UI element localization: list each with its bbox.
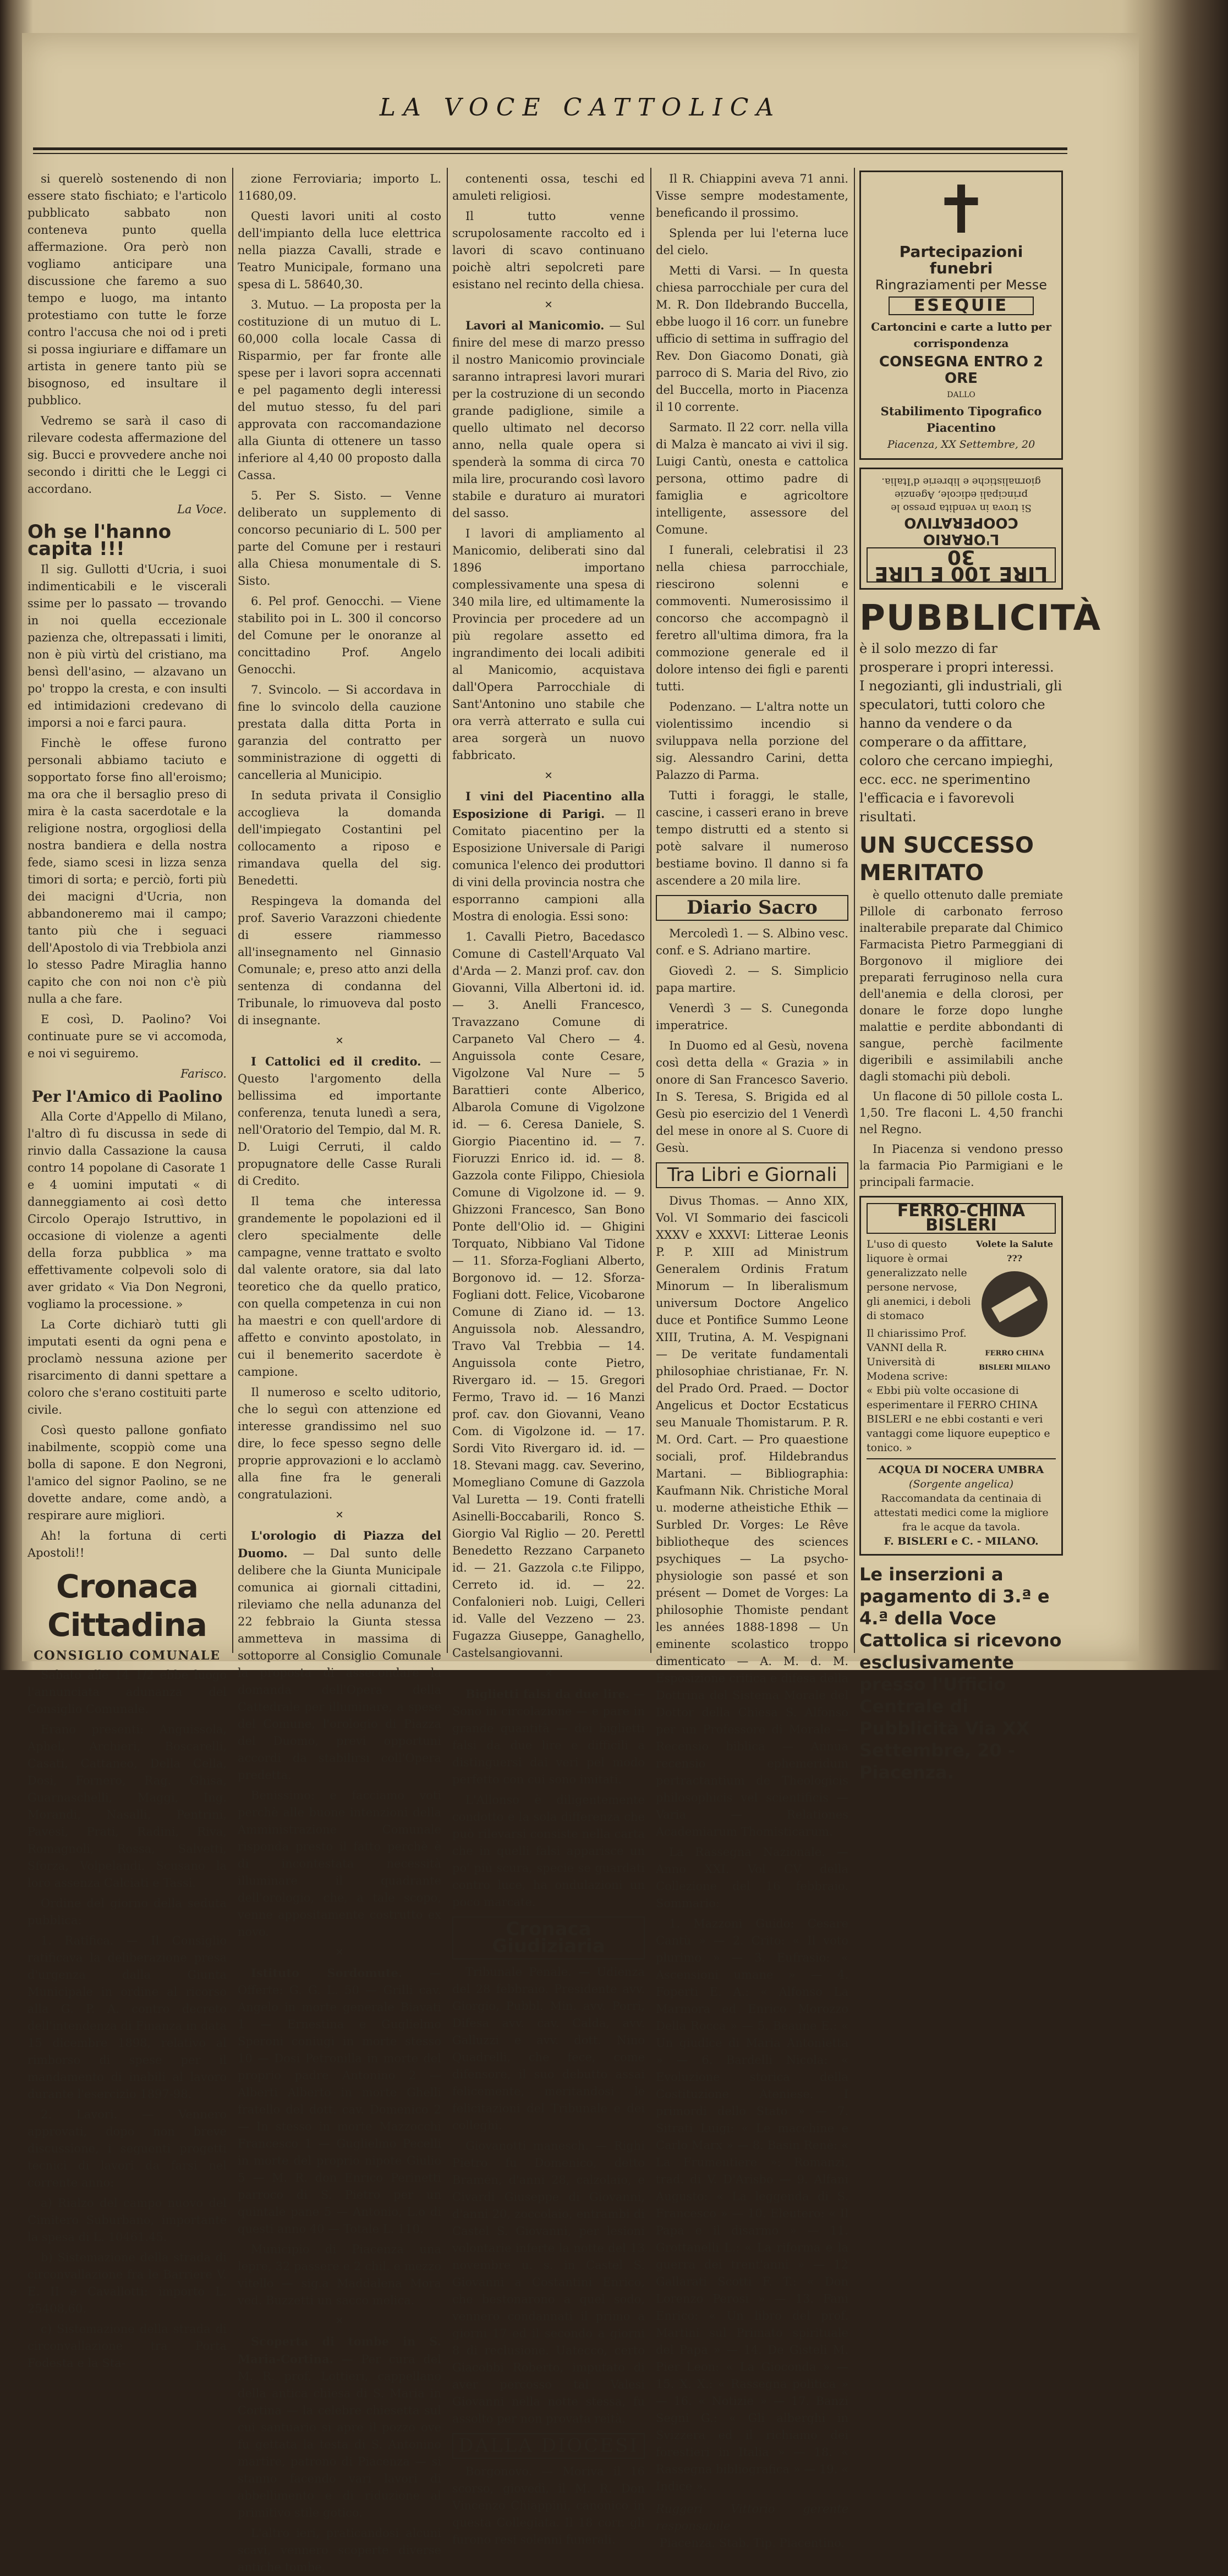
ad-text: In Piacenza si vendono presso la farmacia Pio Parmigiani e le principali farmacie. [859, 1143, 1063, 1189]
article-text: contenenti ossa, teschi ed amuleti religiosi. [452, 172, 645, 202]
article-text: Podenzano. — L'altra notte un violentissimo incendio si sviluppava nella porzione del sig. Alessandro Carini, detta Palazzo di Parma. [656, 700, 848, 782]
ad-text: (Sorgente angelica) [908, 1478, 1014, 1490]
article-heading: Biglietti falsi da due lire. [465, 1687, 629, 1701]
article-text: Il sig. Gullotti d'Ucria, i suoi indimenticabili e le viscerali ssime per lo passato — trovando in noi quella eccezionale pazienza che, oltrepassati i limiti, non è più virtù del cristiano, ma bensì dell'asino, — alzavano un po' troppo la cresta, e con insulti ed intimidazioni credevano di imporsi a noi e farci paura. [28, 563, 227, 729]
article-heading: I vini del Piacentino alla Esposizione di Parigi. [452, 789, 645, 821]
ad-pubblicita [859, 597, 1102, 826]
article-text: Il numeroso e scelto uditorio, che lo seguì con attenzione ed interesse grandissimo nel suo dire, lo fece spesso segno delle proprie approvazioni e lo acclamò alla fine fra le generali congratulazioni. [238, 1386, 441, 1501]
article-text: Respingeva la domanda del prof. Saverio Varazzoni chiedente di essere riammesso all'insegnamento nel Ginnasio Comunale; e, preso atto anzi della sentenza di condanna del Tribunale, lo rimuoveva dal posto di insegnante. [238, 894, 441, 1027]
cross-icon: ✝ [933, 172, 989, 249]
ad-funeral [859, 171, 1063, 460]
article-text: 1. Ratifica. — Il Consiglio ratificava la deliberazione presa d'urgenza dalla Giunta Municipale in ordine al ricorso alla G. P. A. contro decreto dell'intendenza di Finanza in data 15 dicembre 1898, relativo al rimborso di spese per il mandamento di inabili al lavoro durante l'esercizio 1897-98. [28, 1934, 227, 2101]
article-text: 1. Mazzoni Guido: Cesare Cantù » — 2. Crito: « Il voto plurimo » — 3. Eufrasio: « Ascensioni umane » — 4. Foperti E. A.: « Alfonso La Marmora ed Enrico Morozzo Della Rocca » — 5. Beaune E.: « Un giudice di Maria Antonietta » — 6. Bardelli Nicola: « Evoluzione storica della Costituzione Ateniese. I primordi dello Stato » — 7. Sitrati Luigi: « Le macchine e Carlo Marx » — 8. Basin Renè: « La Frumentiere »: Romanzi, trad. di V. D'Arisbo — 9. Alfani Augusto: « La leggenda di S. Francesco » — 10. Eleutero: « Il Papa e il disarmo » — 11. Grottanelli L.: « La riforma e la guerra dei trent'anni » — 12 Gallarati Scotti F. T.: « Don Lorenzo Perosi » — 13. Fani Enrico: « Un libro del prof. Martini sul Primato spirituale del Papa » — 14. De Gisteli M. Pier Leon: « La Gioconda » — 15. X. X.: « Rassegna politica » — 16. « Notizie » — 17. Banzi Segni G.: « Gli alberghi in Svizzera ed il richiamo dei forestieri in Italia » — 18. « Rassegna bibliografica » — 19. « Indice ». [656, 1917, 848, 2493]
section-heading: Cronaca Giudiziaria [452, 1916, 645, 1959]
article-text: — Questo l'argomento della bellissima ed importante conferenza, tenuta lunedì a sera, nell'Oratorio del Tempio, dal M. R. D. Luigi Cerruti, il caldo propugnatore delle Casse Rurali di Credito. [238, 1055, 441, 1188]
article-text: La Rassegna Nazionale. — Anno XXI. Vol CV della Collezione del 16 febbraio. Sommario: [656, 1846, 848, 1910]
article-text: 7. Svincolo. — Si accordava in fine lo svincolo della cauzione prestata dalla ditta Porta in garanzia del contratto per somministrazione di oggetti di cancelleria al Municipio. [238, 683, 441, 782]
article-text: — Dal sunto delle delibere che la Giunta Municipale comunica ai giornali cittadini, rileviamo che nella adunanza del 22 febbraio la Giunta stessa ammetteva in massima di sottoporre al Consiglio Comunale la proposta di assecondare la domanda dell'Opera della Cattedrale per illuminare, a spese del Comune, l'orologio di Piazza del Duomo, previ opportuni accordi da stabilirsi coll'Opera predetta. [238, 1547, 441, 1782]
ad-heading: UN SUCCESSO MERITATO [859, 833, 1034, 886]
article-text: Sabato alle 14 1/2 ebbe luogo l'annunciata adunanza del Consiglio Comunale. [28, 1668, 227, 1716]
article-text: In Duomo ed al Gesù, novena così detta della « Grazia » in onore di San Francesco Saverio. In S. Teresa, S. Brigida ed al Gesù pio esercizio del 1 Venerdì del mese in onore al S. Cuore di Gesù. [656, 1039, 848, 1155]
ad-text: Volete la Salute ??? [975, 1239, 1054, 1264]
separator-mark: ✕ [335, 2315, 344, 2327]
article-text: La Corte dichiarò tutti gli imputati esenti da ogni pena e proclamò nessuna azione per risarcimento di danni spettare a coloro che s'erano costituiti parte civile. [28, 1318, 227, 1416]
article-text: 2. Lavori. — Vennero approvati, dopo non breve discussione, i seguenti progetti tecnici di lavori da farsi nel corrente anno: [28, 2108, 227, 2189]
article-text: b) Sistemazione della strada di circonvallazione fra le Barriere V. E. II e Cavallotti: importo L. 25408,60. [28, 2251, 227, 2315]
column-separator [232, 168, 233, 1653]
ad-text: Cartoncini e carte a lutto per corrispondenza [871, 320, 1051, 350]
column-1 [28, 171, 227, 2370]
article-heading: Per l'Amico di Paolino [31, 1087, 223, 1106]
section-heading: DALLA DIOCESI [452, 2433, 645, 2459]
article-heading: Lavori al Manicomio. [465, 318, 605, 332]
article-text: Benissimo: e facciamo voti perchè alle buone intenzioni della Amministrazione Comunale risponda presto il fatto perchè è di incontestata necessità illuminare il quadrante dell'orologio, che, a tale scopo, venne appositamente costrutto ex novo. [238, 1789, 441, 1938]
ad-heading: PUBBLICITÀ [859, 598, 1102, 639]
separator-mark: ✕ [544, 299, 553, 311]
article-text: E così, D. Paolino? Voi continuate pure se vi accomoda, e noi vi seguiremo. [28, 1013, 227, 1060]
article-text: 3. Mutuo. — La proposta per la costituzione di un mutuo di L. 60,000 colla locale Cassa di Risparmio, per far fronte alle spese per i lavori sopra accennati e pel pagamento degli interessi del mutuo stesso, fu del pari approvata con raccomandazione alla Giunta di ottenere un tasso inferiore al 4,40 00 proposto dalla Cassa. [238, 298, 441, 482]
article-text: Ah! la fortuna di certi Apostoli!! [28, 1529, 227, 1559]
ad-pillole [859, 832, 1063, 1190]
article-text: Splenda per lui l'eterna luce del cielo. [656, 227, 848, 257]
article-text: I funerali, celebratisi il 23 nella chiesa parrocchiale, riescirono solenni e commoventi. Numerosissimo il concorso che accompagnò il feretro all'ultima dimora, fra la commozione generale ed il dolore intenso dei figli e parenti tutti. [656, 543, 848, 693]
separator-mark: ✕ [335, 1035, 344, 1047]
ad-text: LIRE 100 E LIRE 30 [867, 547, 1056, 583]
section-heading: Diario Sacro [656, 895, 848, 921]
article-heading: Oh se l'hanno capita !!! [28, 521, 172, 560]
bottle-illustration-icon [976, 1266, 1053, 1343]
masthead [22, 94, 1139, 127]
article-text: L'Allonso è diligentemente condotto e la sola differenza che può rilevarsi consiste nella carta che in quelli falsi apparisce un po' più scura, specie se guardati contro luce, ha ondulazioni un poco marcate. [452, 1793, 645, 1909]
article-text: Ordine del giorno della seduta pubblica: [28, 1897, 227, 1927]
printer-line: Piacenza. Stab. Tip. Piacentino. [659, 2536, 845, 2550]
separator-mark: ✕ [335, 1947, 344, 1958]
section-heading: Cronaca Cittadina [47, 1568, 207, 1644]
article-text: — Il Comitato piacentino per la Esposizione Universale di Parigi comunica l'elenco dei produttori di vini della provincia nostra che esporranno campioni alla Mostra di enologia. Essi sono: [452, 808, 645, 923]
article-heading: I Cattolici ed il credito. [251, 1054, 421, 1068]
ad-text: Ringraziamenti per Messe [875, 277, 1048, 293]
article-text: Così questo pallone gonfiato inabilmente, scoppiò come una bolla di sapone. E don Negroni, l'amico del signor Paolino, se ne dovette andare, come andò, a respirare aure migliori. [28, 1424, 227, 1522]
separator-mark: ✕ [544, 770, 553, 782]
ad-text: « Ebbi più volte occasione di esperimentare il FERRO CHINA BISLERI e ne ebbi costanti e veri vantaggi come liquore eupeptico e tonico. » [867, 1385, 1050, 1454]
article-text: zione Ferroviaria; importo L. 11680,09. [238, 172, 441, 202]
manager-signature: Ruggeri Vittorio gerente responsabile [656, 2502, 848, 2533]
ad-text: è quello ottenuto dalle premiate Pillole di carbonato ferroso inalterabile preparate dal Chimico Farmacista Pietro Parmeggiani di Borgonovo il migliore dei preparati ferruginoso nella cura dell'anemia e della clorosi, per donare le forze dopo lunghe malattie e perdite abbondanti di sangue, perchè facilmente digeribili e assimilabili anche dagli stomachi più deboli. [859, 888, 1063, 1083]
ad-heading: FERRO-CHINA BISLERI [867, 1203, 1056, 1234]
ad-text: Piacenza, XX Settembre, 20 [887, 438, 1035, 451]
ad-text: DALLO [947, 391, 975, 399]
ad-text: Partecipazioni funebri [899, 243, 1023, 277]
article-signature: Farisco. [180, 1067, 227, 1080]
article-text: Sarmato. Il 22 corr. nella villa di Malza è mancato ai vivi il sig. Luigi Cantù, onesta e cattolica persona, ottimo padre di famiglia e agricoltore intelligente, assessore del Comune. [656, 421, 848, 536]
ad-text: I negozianti, gli industriali, gli speculatori, tutti coloro che hanno da vendere o da comperare o da affittare, coloro che cercano impieghi, ecc. ecc. ne sperimentino l'efficacia e i favorevoli risultati. [859, 678, 1062, 825]
article-text: L'altro ieri, praticandosi alcuni scavi, vennero scoperte diverse antiche tombe, [238, 2526, 441, 2574]
article-text: In seduta privata il Consiglio accoglieva la domanda dell'impiegato Costantini pel collocamento a riposo e rimandava quella del sig. Benedetti. [238, 789, 441, 887]
article-text: Giovedì 2. — S. Simplicio papa martire. [656, 964, 848, 995]
article-text: Venerdì 3 — S. Cunegonda imperatrice. [656, 1002, 848, 1032]
ad-text: ACQUA DI NOCERA UMBRA [878, 1464, 1044, 1476]
section-heading: Tra Libri e Giornali [656, 1162, 848, 1188]
column-separator [854, 168, 855, 1653]
top-rule-thin [33, 153, 1067, 154]
article-heading: L'orologio di Piazza del Duomo. [238, 1529, 441, 1560]
article-text: Metti di Varsi. — In questa chiesa parrocchiale per cura del M. R. Don Ildebrando Buccella, ebbe luogo il 16 corr. un funebre ufficio di settima in suffragio del Rev. Don Giacomo Donati, già parroco di S. Maria del Rivo, zio del Buccella, morto in Piacenza il 10 corrente. [656, 264, 848, 414]
ad-text: Si trova in vendita presso le principali edicole, Agenzie giornalistiche e librerie d'Italia. [881, 476, 1041, 514]
article-text: c) Sistemazione della strada di circonvallazione tra Porta Fodesta e la Sta- [28, 2322, 227, 2370]
article-text: Mercoledì 1. — S. Albino vesc. conf. e S. Adriano martire. [656, 927, 848, 957]
article-text: Erano presenti: Anguissola, Aphel, Archieri, Boscarelli, Casati, Cattaneo, Della Cella, Dosi, Fornero, Rag. Ghisa, Guarnaschelli, Maggi, Ing. Morandi, Nasalli, Pentrini, Pavesi, Prati, Radini, Riva, Romagnoli, Rossa, Salvetti, Sforza, Volpelandi. Scusano la loro assenza Calciati e Tassi. [28, 1723, 227, 1890]
ad-text: Il chiarissimo Prof. VANNI della R. Università di Modena scrive: [867, 1327, 967, 1382]
article-text: Municipio di Piacenza una lepre, 32 passere e 2 chil. e mezzo vitello — sig.a Maddalena Mora ved. Buzzetti un sacco melica. [238, 2243, 441, 2307]
section-subheading: CONSIGLIO COMUNALE [34, 1649, 221, 1663]
ad-text: ESEQUIE [889, 296, 1034, 315]
article-text: Il tema che interessa grandemente le popolazioni ed il clero specialmente delle campagne, venne trattato e svolto dal valente oratore, sia dal lato teoretico che da quello pratico, con quella competenza in cui non ha maestri e con quell'ardore di affetto e convinto apostolato, in cui il benemerito sacerdote è campione. [238, 1195, 441, 1378]
ad-text: Un flacone di 50 pillole costa L. 1,50. Tre flaconi L. 4,50 franchi nel Regno. [859, 1090, 1063, 1136]
article-text: — Sul finire del mese di marzo presso il nostro Manicomio provinciale saranno intrapresi lavori murari per la costruzione di un secondo grande padiglione, simile a quello ultimato nel decorso anno, nella quale opera si spenderà la somma di circa 70 mila lire, procurando così lavoro stabile e duraturo ai muratori del sasso. [452, 319, 645, 520]
article-text: 5. Per S. Sisto. — Venne deliberato un supplemento di concorso pecuniario di L. 500 per parte del Comune per i restauri alla Chiesa monumentale di S. Sisto. [238, 489, 441, 587]
article-text: a) Rialzo del campo nuovo del Cimitero Suburbano, importante la spesa di L. 10461.45. [28, 2196, 227, 2244]
column-4 [656, 171, 848, 2550]
article-text: 6. Pel prof. Genocchi. — Viene stabilito poi in L. 300 il concorso del Comune per le onoranze al concittadino Prof. Angelo Genocchi. [238, 595, 441, 676]
article-text: Tribunale Penale. — Udienza del 28 febbraio. Presidente avv. Giorgio, Pubbl. Min. avv. Porri, Difesa avv. cav. Calda, avv. Galluzzi e avv. dott. Nino Quadrelli, che fece, come difensore, il suo debutto assai felicemente, meritandosi le felicitazioni del Tribunale e dei colleghi. [452, 1965, 645, 2132]
newspaper-page [22, 33, 1139, 2574]
ad-text: è il solo mezzo di far prosperare i propri interessi. [859, 641, 1054, 675]
article-text: si querelò sostenendo di non essere stato fischiato; e l'articolo pubblicato sabbato non conteneva punto quella affermazione. Ora però non vogliamo anticipare una discussione che faremo a suo tempo e luogo, ma intanto protestiamo con tutte le forze contro l'accusa che noi od i preti si possa ingiuriare e diffamare un artista in genere tanto più se bisognoso, ed insultare il pubblico. [28, 172, 227, 407]
top-rule [33, 147, 1067, 150]
ad-text: L'uso di questo liquore è ormai generalizzato nelle persone nervose, gli anemici, i deboli di stomaco [867, 1238, 971, 1322]
article-text: Tutti i foraggi, le stalle, cascine, i casseri erano in breve tempo distrutti ed a stento si potè salvare il numeroso bestiame bovino. Il danno si fa ascendere a 20 mila lire. [656, 789, 848, 887]
article-text: Il tutto venne scrupolosamente raccolto ed i lavori di scavo continuano poichè altri sepolcreti pare esistano nel recinto della chiesa. [452, 210, 645, 291]
column-separator [447, 168, 448, 1653]
article-text: Borgonovo. — Moriva il 16 scorso, giovedì, il M. R. Don Vincenzo Chiappini, canonico in questa Collegiata. Il 18 corr. gli furono resi solenni funerali. [452, 2465, 645, 2546]
column-2 [238, 171, 441, 2574]
article-signature: La Voce. [177, 503, 227, 516]
page-title: LA VOCE CATTOLICA [379, 94, 782, 122]
ad-text: F. BISLERI e C. - MILANO. [884, 1535, 1039, 1547]
separator-mark: ✕ [544, 1668, 553, 1679]
article-text: Finchè le offese furono personali abbiamo taciuto e sopportato forse fino all'eroismo; ma ora che il bersaglio preso di mira è la casta sacerdotale e la religione nostra, orgogliosi della nostra bandiera e della nostra fede, siamo scesi in lizza senza timori di sorta; e perciò, forti più dei macigni d'Ucria, non abbandoneremo mai il campo; tanto più che i seguaci dell'Apostolo di via Trebbiola anzi lo stesso Padre Miraglia hanno capito che con noi non c'è più nulla a che fare. [28, 737, 227, 1006]
article-text: Il R. Chiappini aveva 71 anni. Visse sempre modestamente, beneficando il prossimo. [656, 172, 848, 219]
advertisement-column [859, 171, 1102, 1783]
column-3 [452, 171, 645, 2546]
article-text: 1. Cavalli Pietro, Bacedasco Comune di Castell'Arquato Val d'Arda — 2. Manzi prof. cav. don Giovanni, Villa Albertoni id. id. — 3. Anelli Francesco, Travazzano Comune di Carpaneto Val Chero — 4. Anguissola conte Cesare, Vigolzone Val Nure — 5 Barattieri conte Alberico, Albarola Comune di Vigolzone id. — 6. Ceresa Daniele, S. Giorgio Piacentino id. — 7. Fioruzzi Enrico id. id. — 8. Gazzola conte Filippo, Chiesiola Comune di Vigolzone id. — 9. Ghizzoni Francesco, San Bono Ponte dell'Olio id. — Ghigini Torquato, Nibbiano Val Tidone — 11. Sforza-Fogliani Alberto, Borgonovo id. — 12. Sforza-Fogliani dott. Felice, Vicobarone Comune di Ziano id. — 13. Anguissola nob. Alessandro, Travo Val Trebbia — 14. Anguissola conte Pietro, Rivergaro id. — 15. Gregori Fermo, Travo id. — 16 Manzi prof. cav. don Giovanni, Veano Com. di Vigolzone id. — 17. Sordi Vito Rivergaro id. id. — 18. Stevani magg. cav. Severino, Momegliano Comune di Gazzola Val Luretta — 19. Conti fratelli Asinelli-Boccabarili, Ronco S. Giorgio Val Riglio — 20. Perettl Benedetto Rezzano Carpaneto id. — 21. Gazzola c.te Filippo, Cerreto id. id. — 22. Confalonieri nob. Luigi, Celleri id. Valle del Vezzeno — 23. Fugazza Giuseppe, Ganaghello, Castelsangiovanni. [452, 930, 645, 1660]
ad-text: L'ORARIO COOPERATIVO [904, 514, 1018, 547]
article-text: Vedremo se sarà il caso di rilevare codesta affermazione del sig. Bucci e provvedere anche noi secondo i diritti che le Leggi ci accordano. [28, 414, 227, 496]
ad-inserzioni: Le inserzioni a pagamento di 3.ª e 4.ª della Voce Cattolica si ricevono esclusivamente presso l'Ufficio Centrale di Pubblicità Via XX Settembre, 20 - Piacenza. [859, 1564, 1062, 1783]
ad-text: Raccomandata da centinaia di attestati medici come la migliore fra le acque da tavola. [874, 1492, 1049, 1533]
article-text: Divus Thomas. — Anno XIX, Vol. VI Sommario dei fascicoli XXXV e XXXVI: Litterae Leonis P. P. XIII ad Ministrum Generalem Ordinis Fratum Minorum — In liberalismum universum Doctore Angelico duce et Pontifice Summo Leone XIII, Trutina, A. M. Vespignani — De veritate fundamentali philosophiae christianae, Fr. N. del Prado Ord. Praed. — Doctor Angelicus et Doctor Ecstaticus seu Manuale Thomistarum. P. R. M. Ord. Cart. — Pro quaestione sociali, prof. Hildebrandus Martani. — Bibliographia: Kaufmann Nik. Christiche Moral u. moderne atheistiche Ethik — Surbled Dr. Vorges: Le Rêve bibliotheque des sciences psychiques — La psycho-physiologie son passé et son présent — Domet de Vorges: La philosophie Thomiste pendant les années 1888-1898 — Un eminente scolastico troppo dimenticato — A. M. d. M. Esposizione critica e difesa della Dottrina del Sistema Morale del Dottor della Chiesa S. Alfonso per un Professore di Morale — Recensio biblica — Annua recensio ephemeridum pertractantium de Theologicis philosophicis vel scientificis — Varia — Relationes Academiarum Thomisticarum. [656, 1194, 848, 1838]
ad-bottle-illustration [973, 1237, 1056, 1375]
separator-mark: ✕ [335, 1509, 344, 1521]
ad-orario-upside-down [859, 468, 1063, 590]
article-text: I lavori di ampliamento al Manicomio, deliberati sino dal 1896 importano complessivamente una spesa di 340 mila lire, ed ultimamente la Provincia per procedere ad un più regolare assetto ed ingrandimento dei locali adibiti al Manicomio, acquistava dall'Opera Parrocchiale di Sant'Antonino uno stabile che ora verrà atterrato e sulla cui area sorgerà un nuovo fabbricato. [452, 527, 645, 762]
ad-text: Stabilimento Tipografico Piacentino [880, 404, 1042, 435]
column-separator [650, 168, 651, 1653]
article-text: Alla Corte d'Appello di Milano, l'altro dì fu discussa in sede di rinvio dalla Cassazione la causa contro 14 popolane di Casorate 1 e 4 uomini imputati « di danneggiamento ai così detto Circolo Operajo Istruttivo, in occasione di violenze a agenti della forza pubblica » ma effettivamente colpevoli solo di aver gridato « Via Don Negroni, vogliamo la processione. » [28, 1110, 227, 1311]
ad-ferro-china [859, 1196, 1063, 1556]
article-heading: Scoperta di tombe in S. Maria-Cortina. [238, 2335, 441, 2366]
article-heading: Istituto Sordomute. [251, 1966, 403, 1980]
ad-text: CONSEGNA ENTRO 2 ORE [879, 354, 1044, 387]
article-text: — Per cura del M. R. prof. Lottieri, cappellano della antica chiesa di S. Maria in Cortina — la celebre chiesetta sul cui santuario si apre il pozzo ove fu gettata la testa di S. Antonino martire, patrono di Piacenza — si stanno facendo vari lavori di abbellimento e di riduzione al primitivo stile gotico. [238, 2353, 441, 2519]
article-text: Questi lavori uniti al costo dell'impianto della luce elettrica nella piazza Cavalli, strade e Teatro Municipale, formano una spesa di L. 58640,30. [238, 210, 441, 291]
article-text: — Sono in circolazione — e pare in grande quantità — dei biglietti falsi da due lire e difficili a distinguersi dai veri pel modo perfetto con cui sono imitati. [452, 1688, 645, 1786]
ad-text: FERRO CHINA BISLERI MILANO [979, 1349, 1050, 1372]
article-text: Giovanotti manesch. — Righi Pietro fu Domenico, detto Bramén, d'anni 28, calzolaio, e Civardi Giuseppe di Giovanni, d'anni 20, zoccolaio, entrambi di Castel S. Giovanni, per lesioni volontarie inferte la notte del 13 novembre u. s. in Castel S. Giovanni a Costantini Enrico, che bestonarono a quel sodo, vennero condannati il primo a giorni 17 ed il secondo a giorni 8 di reclusione. Uatecco, certo Giacobbi Roberto, imputato di aver percosso tal Valesi Giovanni nella notte stessa, fu assolto per non provata reità. [452, 2139, 645, 2425]
article-text: — Offerte: G. G. L. 50 — Grilli cav. Angelo in morte generale Biavati 1 — Ernestina e Guglielmo Speroni coniugi in morte stesso 10 — Dosi Petronilla in morte del proprio padre Antonino 2 — Alberti Alberto in morte Ghelli fratello del dott. cav. Domenico 2 — In stesso in morte Mazzocchi Francesco 1 — Guglielmo Pecelli in morte del proprio nipote Giulio 5 — M. R. don Enrico Perinetti parroco di S. Pietro per un quintale pane 5 — Antonio, L.o di questi anno 40 — Totale L. 110. [238, 1967, 441, 2236]
